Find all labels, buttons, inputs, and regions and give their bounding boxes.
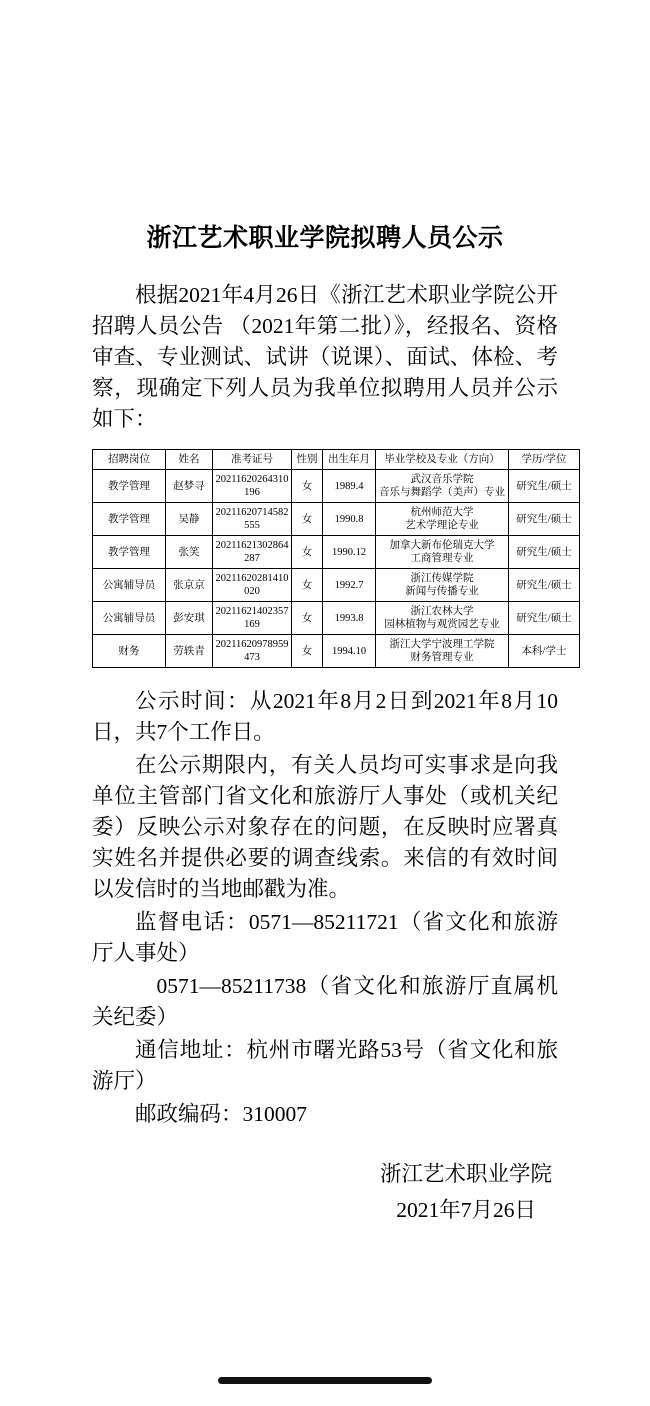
cell-name: 张笑 (166, 536, 213, 569)
cell-sex: 女 (292, 470, 323, 503)
staff-table (92, 449, 580, 668)
cell-sex: 女 (292, 602, 323, 635)
cell-name: 吴静 (166, 503, 213, 536)
staff-table-wrapper (92, 449, 572, 668)
cell-id: 20211620978959473 (213, 635, 292, 668)
cell-degree: 本科/学士 (509, 635, 580, 668)
cell-name: 赵梦寻 (166, 470, 213, 503)
col-header-sex: 性别 (292, 450, 323, 470)
cell-degree: 研究生/硕士 (509, 569, 580, 602)
table-row (93, 635, 580, 668)
cell-school: 武汉音乐学院 音乐与舞蹈学（美声）专业 (376, 470, 509, 503)
col-header-birth: 出生年月 (323, 450, 376, 470)
cell-name: 彭安琪 (166, 602, 213, 635)
col-header-degree: 学历/学位 (509, 450, 580, 470)
table-row (93, 602, 580, 635)
cell-school: 浙江大学宁波理工学院 财务管理专业 (376, 635, 509, 668)
cell-post: 教学管理 (93, 536, 166, 569)
col-header-school: 毕业学校及专业（方向） (376, 450, 509, 470)
cell-post: 财务 (93, 635, 166, 668)
table-row (93, 503, 580, 536)
cell-sex: 女 (292, 635, 323, 668)
table-header-row (93, 450, 580, 470)
cell-degree: 研究生/硕士 (509, 602, 580, 635)
cell-post: 公寓辅导员 (93, 602, 166, 635)
cell-id: 20211620714582555 (213, 503, 292, 536)
intro-paragraph: 根据2021年4月26日《浙江艺术职业学院公开招聘人员公告 （2021年第二批）》，经报名、资格审查、专业测试、试讲（说课）、面试、体检、考察，现确定下列人员为我单位拟聘用人员并公示如下： (92, 283, 558, 431)
table-row (93, 569, 580, 602)
feedback-paragraph: 在公示期限内，有关人员均可实事求是向我单位主管部门省文化和旅游厅人事处（或机关纪委）反映公示对象存在的问题，在反映时应署真实姓名并提供必要的调查线索。来信的有效时间以发信时的当地邮戳为准。 (92, 753, 558, 901)
cell-sex: 女 (292, 569, 323, 602)
notice-period-paragraph: 公示时间：从2021年8月2日到2021年8月10日，共7个工作日。 (92, 689, 558, 744)
cell-post: 教学管理 (93, 470, 166, 503)
col-header-name: 姓名 (166, 450, 213, 470)
cell-id: 20211620281410020 (213, 569, 292, 602)
col-header-post: 招聘岗位 (93, 450, 166, 470)
cell-school: 杭州师范大学 艺术学理论专业 (376, 503, 509, 536)
document-body (92, 218, 572, 1228)
cell-degree: 研究生/硕士 (509, 503, 580, 536)
cell-birth: 1992.7 (323, 569, 376, 602)
cell-name: 张京京 (166, 569, 213, 602)
cell-id: 20211621402357169 (213, 602, 292, 635)
signature-org: 浙江艺术职业学院 (379, 1162, 552, 1186)
cell-degree: 研究生/硕士 (509, 536, 580, 569)
address-paragraph: 通信地址：杭州市曙光路53号（省文化和旅游厅） (92, 1038, 558, 1093)
signature-block (92, 1156, 558, 1228)
cell-degree: 研究生/硕士 (509, 470, 580, 503)
cell-birth: 1990.12 (323, 536, 376, 569)
cell-school: 浙江传媒学院 新闻与传播专业 (376, 569, 509, 602)
cell-school: 浙江农林大学 园林植物与观赏园艺专业 (376, 602, 509, 635)
cell-sex: 女 (292, 536, 323, 569)
cell-sex: 女 (292, 503, 323, 536)
cell-post: 公寓辅导员 (93, 569, 166, 602)
page-title: 浙江艺术职业学院拟聘人员公示 (146, 225, 504, 252)
cell-post: 教学管理 (93, 503, 166, 536)
cell-school: 加拿大新布伦瑞克大学 工商管理专业 (376, 536, 509, 569)
table-row (93, 470, 580, 503)
cell-birth: 1994.10 (323, 635, 376, 668)
supervise-phone-2: 0571—85211738（省文化和旅游厅直属机关纪委） (92, 974, 558, 1029)
cell-birth: 1989.4 (323, 470, 376, 503)
cell-id: 20211620264310196 (213, 470, 292, 503)
table-row (93, 536, 580, 569)
cell-name: 劳轶青 (166, 635, 213, 668)
cell-birth: 1993.8 (323, 602, 376, 635)
home-indicator[interactable] (218, 1377, 432, 1384)
col-header-id: 准考证号 (213, 450, 292, 470)
cell-id: 20211621302864287 (213, 536, 292, 569)
postcode-paragraph: 邮政编码：310007 (135, 1102, 308, 1126)
cell-birth: 1990.8 (323, 503, 376, 536)
supervise-phone-1: 监督电话：0571—85211721（省文化和旅游厅人事处） (92, 910, 558, 965)
signature-date: 2021年7月26日 (396, 1198, 536, 1222)
